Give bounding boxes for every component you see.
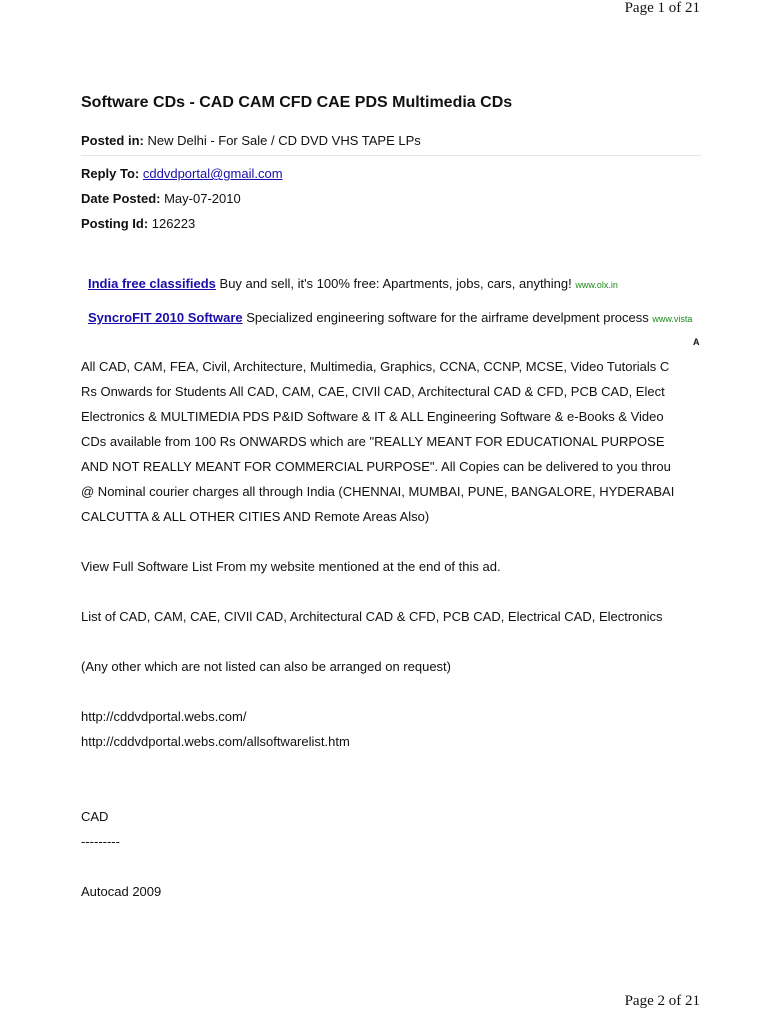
posted-in-label: Posted in: (81, 133, 144, 148)
paragraph-line: @ Nominal courier charges all through India (CHENNAI, MUMBAI, PUNE, BANGALORE, HYDERABAI (81, 484, 675, 499)
posting-id-label: Posting Id: (81, 216, 149, 231)
paragraph-line: Rs Onwards for Students All CAD, CAM, CAE, CIVIl CAD, Architectural CAD & CFD, PCB CAD, Elect (81, 384, 665, 399)
ad-url-link[interactable]: www.vista (652, 314, 693, 324)
reply-to-row (81, 166, 283, 181)
header-divider (81, 155, 701, 156)
arrange-request-text: (Any other which are not listed can also be arranged on request) (81, 659, 451, 674)
reply-email-link[interactable]: cddvdportal@gmail.com (142, 166, 283, 181)
page-number-header: Page 1 of 21 (624, 0, 700, 16)
ad-title-link[interactable]: SyncroFIT 2010 Software (88, 310, 243, 325)
paragraph-line: Electronics & MULTIMEDIA PDS P&ID Software & IT & ALL Engineering Software & e-Books & Video (81, 409, 664, 424)
sponsored-ad (88, 276, 618, 291)
date-posted-row (81, 191, 241, 206)
date-posted-label: Date Posted: (81, 191, 161, 206)
software-item: Autocad 2009 (81, 884, 162, 899)
posting-id-row (81, 216, 195, 231)
ad-url-link[interactable]: www.olx.in (575, 280, 618, 290)
paragraph-line: CALCUTTA & ALL OTHER CITIES AND Remote Areas Also) (81, 509, 430, 524)
sponsored-ad (88, 310, 692, 325)
paragraph-line: CDs available from 100 Rs ONWARDS which are "REALLY MEANT FOR EDUCATIONAL PURPOSE (81, 434, 665, 449)
software-list-url: http://cddvdportal.webs.com/allsoftwarelist.htm (81, 734, 350, 749)
software-list-text: List of CAD, CAM, CAE, CIVIl CAD, Architectural CAD & CFD, PCB CAD, Electrical CAD, Electronics (81, 609, 663, 624)
ads-label: A (693, 337, 700, 347)
posted-in-value: New Delhi - For Sale / CD DVD VHS TAPE LPs (147, 133, 421, 148)
date-posted-value: May-07-2010 (164, 191, 241, 206)
ad-text: Specialized engineering software for the airframe develpment process (246, 310, 649, 325)
posted-in-row (81, 133, 421, 148)
section-heading: CAD (81, 809, 109, 824)
reply-to-label: Reply To: (81, 166, 140, 181)
document-body (81, 0, 701, 1024)
ad-title-link[interactable]: India free classifieds (88, 276, 216, 291)
page-number-footer: Page 2 of 21 (624, 993, 700, 1009)
paragraph-line: All CAD, CAM, FEA, Civil, Architecture, Multimedia, Graphics, CCNA, CCNP, MCSE, Video Tutorials C (81, 359, 670, 374)
paragraph-line: AND NOT REALLY MEANT FOR COMMERCIAL PURPOSE". All Copies can be delivered to you throu (81, 459, 671, 474)
section-divider: --------- (81, 834, 120, 849)
view-list-text: View Full Software List From my website mentioned at the end of this ad. (81, 559, 501, 574)
posting-id-value: 126223 (151, 216, 196, 231)
description-paragraph (81, 354, 674, 529)
website-url: http://cddvdportal.webs.com/ (81, 709, 247, 724)
page-title: Software CDs - CAD CAM CFD CAE PDS Multimedia CDs (81, 94, 513, 111)
ad-text: Buy and sell, it's 100% free: Apartments, jobs, cars, anything! (219, 276, 572, 291)
